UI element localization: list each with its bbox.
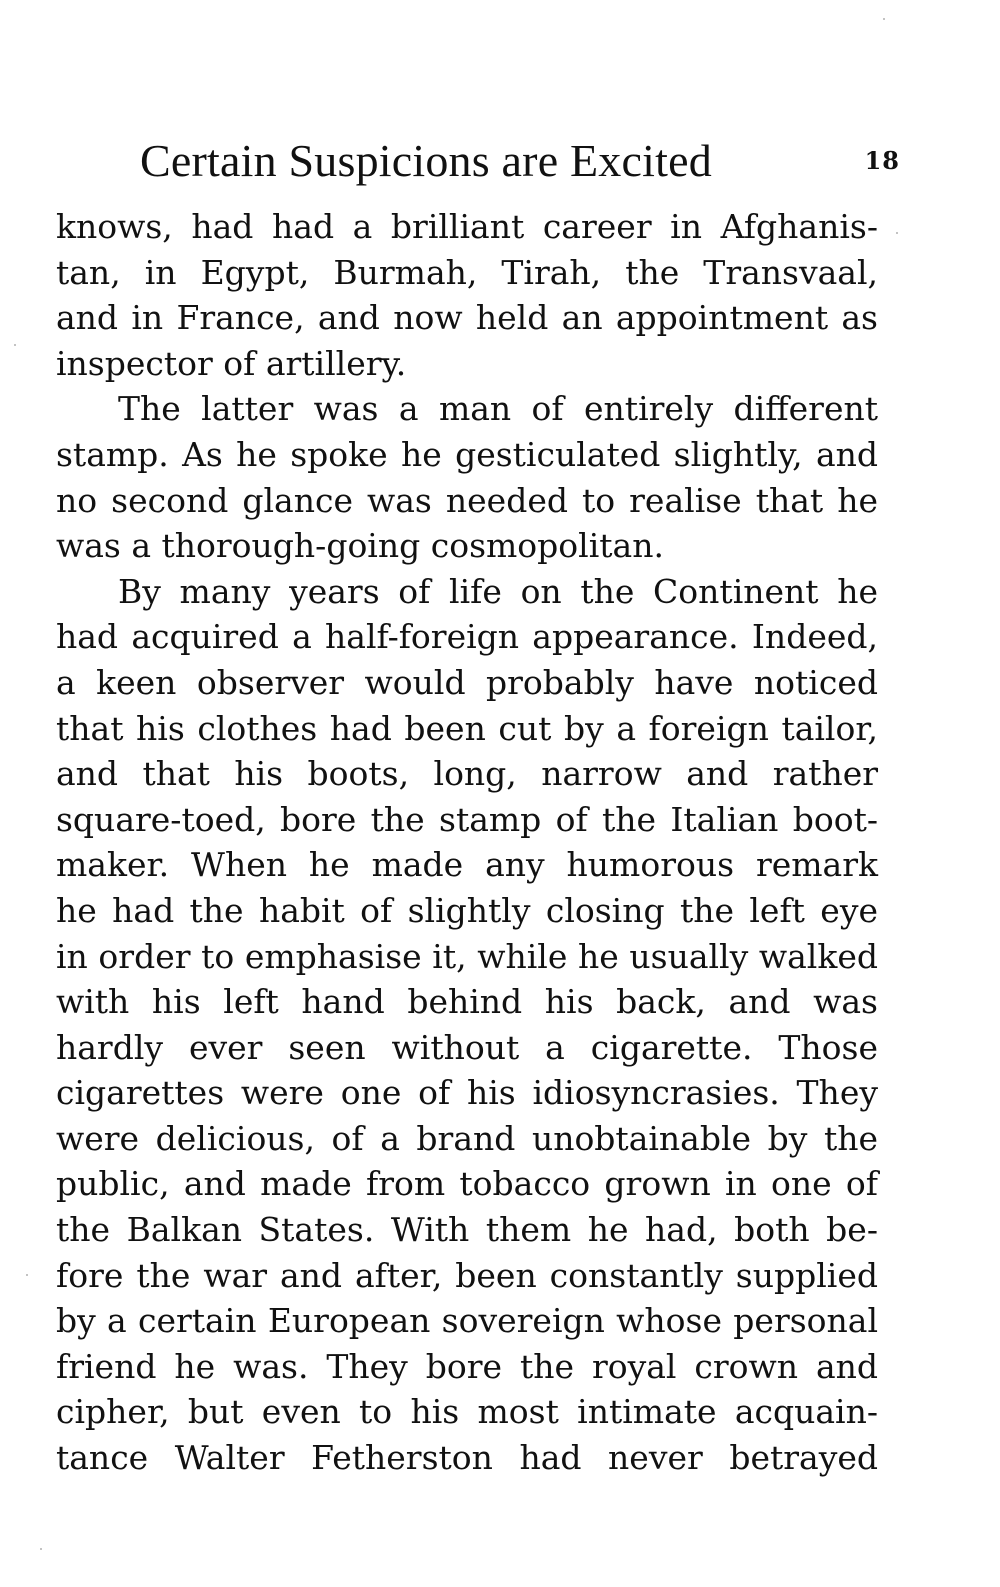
text-line: he had the habit of slightly closing the left eye (56, 890, 878, 930)
text-line: cigarettes were one of his idiosyncrasies. They (56, 1073, 878, 1113)
text-line: the Balkan States. With them he had, both be- (56, 1210, 878, 1250)
body-text (56, 204, 878, 1481)
text-line: no second glance was needed to realise that he (56, 480, 878, 520)
text-line: that his clothes had been cut by a foreign tailor, (56, 708, 878, 748)
scan-speck (896, 232, 898, 234)
scan-speck (26, 1274, 28, 1276)
scan-speck (40, 1548, 42, 1550)
text-line: a keen observer would probably have noticed (56, 662, 878, 702)
scan-speck (883, 18, 885, 20)
text-line: fore the war and after, been constantly supplied (56, 1255, 878, 1295)
text-line: were delicious, of a brand unobtainable by the (56, 1118, 878, 1158)
text-line: friend he was. They bore the royal crown and (56, 1346, 878, 1386)
text-line: by a certain European sovereign whose personal (56, 1301, 878, 1341)
text-line: and in France, and now held an appointment as (56, 298, 878, 338)
paragraph-first-line: The latter was a man of entirely different (118, 389, 878, 429)
page-number: 18 (864, 146, 900, 175)
scan-speck (14, 344, 16, 346)
text-line: had acquired a half-foreign appearance. Indeed, (56, 617, 878, 657)
text-line: and that his boots, long, narrow and rather (56, 754, 878, 794)
text-line: tance Walter Fetherston had never betrayed (56, 1438, 878, 1478)
text-line: cipher, but even to his most intimate acquain- (56, 1392, 878, 1432)
text-line: knows, had had a brilliant career in Afghanis- (56, 207, 878, 246)
text-line: stamp. As he spoke he gesticulated slightly, and (56, 434, 878, 474)
text-line: hardly ever seen without a cigarette. Those (56, 1027, 878, 1067)
paragraph-first-line: By many years of life on the Continent he (118, 571, 878, 611)
paragraph-end-line: was a thorough-going cosmopolitan. (56, 526, 664, 566)
running-head (140, 130, 900, 192)
text-line: with his left hand behind his back, and was (56, 982, 878, 1022)
text-line: public, and made from tobacco grown in one of (56, 1164, 878, 1204)
text-line: maker. When he made any humorous remark (56, 845, 878, 885)
running-head-title: Certain Suspicions are Excited (140, 135, 712, 186)
text-line: in order to emphasise it, while he usually walked (56, 936, 878, 976)
text-line: square-toed, bore the stamp of the Italian boot- (56, 799, 878, 839)
text-line: tan, in Egypt, Burmah, Tirah, the Transvaal, (56, 252, 878, 292)
paragraph-end-line: inspector of artillery. (56, 343, 407, 383)
